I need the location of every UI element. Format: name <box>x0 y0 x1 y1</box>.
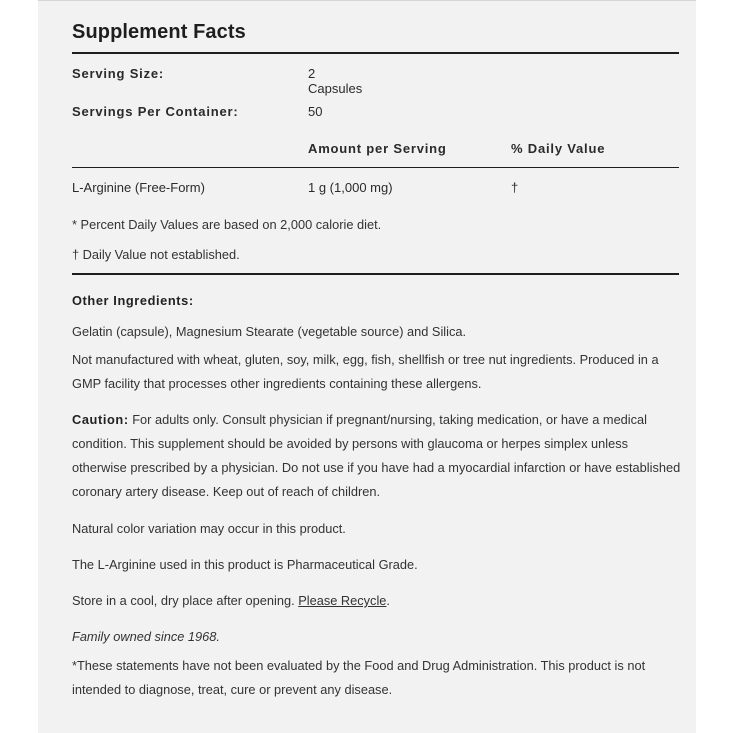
daily-value-header: % Daily Value <box>511 141 606 156</box>
header-divider <box>72 167 679 168</box>
servings-per-container-label: Servings Per Container: <box>72 104 239 119</box>
caution-statement <box>72 408 682 504</box>
title-divider <box>72 52 679 54</box>
other-ingredients-list: Gelatin (capsule), Magnesium Stearate (vegetable source) and Silica. <box>72 324 467 339</box>
please-recycle-link[interactable]: Please Recycle <box>298 593 387 608</box>
page-title: Supplement Facts <box>72 21 246 43</box>
serving-size-label: Serving Size: <box>72 66 165 81</box>
supplement-facts-panel <box>38 0 696 733</box>
section-divider <box>72 273 679 275</box>
caution-text: For adults only. Consult physician if pregnant/nursing, taking medication, or have a medical condition. This supplement should be avoided by persons with glaucoma or herpes simplex unless otherwise prescribed by a physician. Do not use if you have had a myocardial infarction or have established coronary artery disease. Keep out of reach of children. <box>72 412 681 499</box>
caution-label: Caution: <box>72 412 129 427</box>
family-owned-note: Family owned since 1968. <box>72 629 220 644</box>
fda-disclaimer: *These statements have not been evaluated by the Food and Drug Administration. This product is not intended to diagnose, treat, cure or prevent any disease. <box>72 658 646 697</box>
storage-end: . <box>386 593 390 608</box>
storage-note <box>72 589 682 613</box>
servings-per-container-value: 50 <box>308 104 323 119</box>
allergen-statement: Not manufactured with wheat, gluten, soy, milk, egg, fish, shellfish or tree nut ingredients. Produced in a GMP facility that processes other ingredients containing these allergens. <box>72 352 659 391</box>
serving-size-row <box>72 66 363 96</box>
grade-note: The L-Arginine used in this product is Pharmaceutical Grade. <box>72 557 418 572</box>
footnote-not-established: † Daily Value not established. <box>72 247 240 262</box>
other-ingredients-heading: Other Ingredients: <box>72 293 194 308</box>
ingredient-name: L-Arginine (Free-Form) <box>72 180 205 195</box>
panel-top-border <box>38 0 696 1</box>
ingredient-row <box>72 180 679 195</box>
ingredient-dv: † <box>511 180 519 195</box>
storage-text: Store in a cool, dry place after opening. <box>72 593 299 608</box>
color-variation-note: Natural color variation may occur in this product. <box>72 521 346 536</box>
servings-per-container-row <box>72 104 323 119</box>
ingredient-amount: 1 g (1,000 mg) <box>308 180 393 195</box>
serving-size-value: 2 Capsules <box>308 66 363 96</box>
footnote-percent-dv: * Percent Daily Values are based on 2,000 calorie diet. <box>72 217 382 232</box>
amount-header: Amount per Serving <box>308 141 447 156</box>
